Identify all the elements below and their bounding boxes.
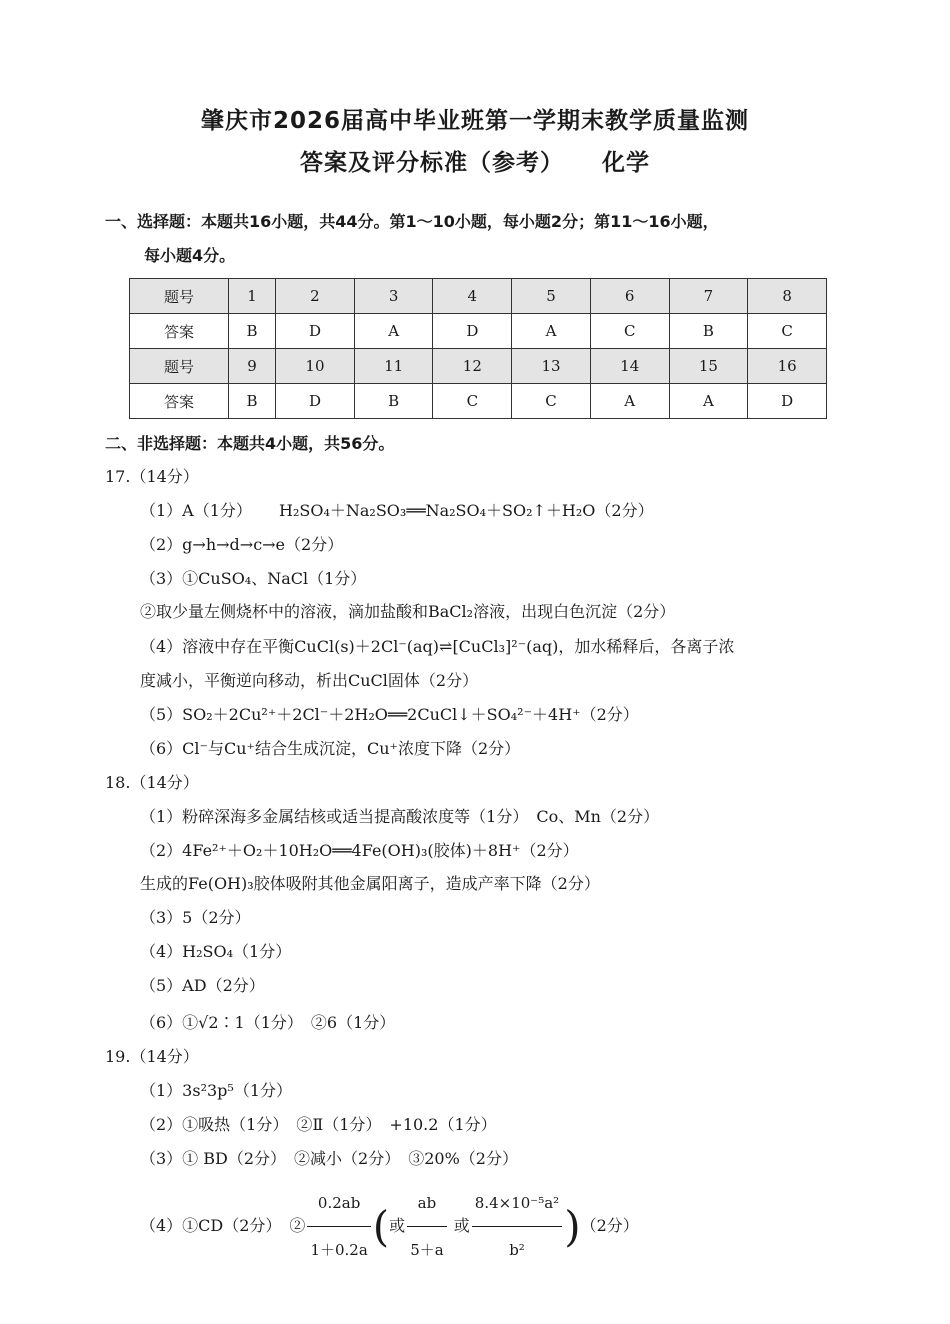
table-cell: 14 (590, 349, 669, 384)
q17-part6: （6）Cl⁻与Cu⁺结合生成沉淀，Cu⁺浓度下降（2分） (140, 739, 521, 758)
table-cell: B (669, 314, 748, 349)
table-row (130, 279, 827, 314)
q18-part4: （4）H₂SO₄（1分） (140, 942, 292, 961)
table-cell: 15 (669, 349, 748, 384)
q17-part1-equation: H₂SO₄＋Na₂SO₃══Na₂SO₄＋SO₂↑＋H₂O（2分） (279, 501, 654, 520)
subject-label: 化学 (602, 150, 650, 176)
q18-part2a: （2）4Fe²⁺＋O₂＋10H₂O══4Fe(OH)₃(胶体)＋8H⁺（2分） (140, 841, 579, 860)
table-cell: 13 (512, 349, 591, 384)
table-row (130, 384, 827, 419)
fraction-1 (307, 1181, 370, 1272)
q17-part3a: （3）①CuSO₄、NaCl（1分） (140, 569, 367, 588)
q18-heading: 18.（14分） (105, 773, 199, 792)
page-subtitle (0, 144, 950, 177)
q19-part3: （3）① BD（2分） ②减小（2分） ③20%（2分） (140, 1149, 518, 1168)
q18-part6: （6）①√2∶1（1分） ②6（1分） (140, 1013, 396, 1032)
table-cell: A (590, 384, 669, 419)
table-cell: 6 (590, 279, 669, 314)
table-row (130, 314, 827, 349)
table-cell: B (229, 314, 276, 349)
q19-heading: 19.（14分） (105, 1047, 199, 1066)
or-text-2: 或 (453, 1216, 470, 1235)
table-cell: A (669, 384, 748, 419)
row-label: 答案 (130, 384, 229, 419)
q17-part1 (140, 501, 654, 521)
q17-heading: 17.（14分） (105, 467, 199, 486)
answer-table (129, 278, 827, 419)
table-cell: 7 (669, 279, 748, 314)
fraction-2 (407, 1181, 447, 1272)
table-cell: D (276, 384, 355, 419)
q19-part4-prefix: （4）①CD（2分） ② (140, 1216, 306, 1235)
table-cell: 12 (433, 349, 512, 384)
table-cell: 1 (229, 279, 276, 314)
fraction-1-denominator: 1＋0.2a (310, 1241, 368, 1259)
left-paren: ( (372, 1201, 390, 1251)
table-cell: 11 (354, 349, 433, 384)
table-cell: 9 (229, 349, 276, 384)
table-cell: C (512, 384, 591, 419)
table-cell: 10 (276, 349, 355, 384)
fraction-3-denominator: b² (509, 1241, 525, 1259)
section2-heading: 二、非选择题：本题共4小题，共56分。 (105, 434, 395, 453)
table-cell: C (748, 314, 827, 349)
table-cell: 5 (512, 279, 591, 314)
q19-part4 (140, 1181, 639, 1272)
table-cell: D (276, 314, 355, 349)
table-cell: 2 (276, 279, 355, 314)
table-cell: D (748, 384, 827, 419)
table-cell: A (512, 314, 591, 349)
q19-part4-suffix: （2分） (580, 1216, 639, 1235)
table-row (130, 349, 827, 384)
table-cell: C (590, 314, 669, 349)
q17-part4a: （4）溶液中存在平衡CuCl(s)＋2Cl⁻(aq)⇌[CuCl₃]²⁻(aq)，加水稀释后，各离子浓 (140, 637, 735, 656)
fraction-1-numerator: 0.2ab (307, 1181, 370, 1227)
table-cell: C (433, 384, 512, 419)
right-paren: ) (564, 1201, 581, 1251)
table-cell: 8 (748, 279, 827, 314)
table-cell: 4 (433, 279, 512, 314)
section1-heading: 一、选择题：本题共16小题，共44分。第1～10小题，每小题2分；第11～16小题， (105, 212, 719, 231)
table-cell: 16 (748, 349, 827, 384)
q17-part5: （5）SO₂＋2Cu²⁺＋2Cl⁻＋2H₂O══2CuCl↓＋SO₄²⁻＋4H⁺（2分） (140, 705, 639, 724)
q19-part1: （1）3s²3p⁵（1分） (140, 1081, 293, 1100)
q17-part1-answer: （1）A（1分） (140, 501, 252, 520)
row-label: 题号 (130, 349, 229, 384)
q17-part3b: ②取少量左侧烧杯中的溶液，滴加盐酸和BaCl₂溶液，出现白色沉淀（2分） (140, 602, 676, 621)
table-cell: 3 (354, 279, 433, 314)
table-cell: B (354, 384, 433, 419)
q17-part4b: 度减小，平衡逆向移动，析出CuCl固体（2分） (140, 671, 479, 690)
table-cell: D (433, 314, 512, 349)
fraction-3 (472, 1181, 562, 1272)
page-title: 肇庆市2026届高中毕业班第一学期末教学质量监测 (200, 108, 749, 134)
section1-heading-cont: 每小题4分。 (144, 246, 236, 265)
row-label: 题号 (130, 279, 229, 314)
fraction-3-numerator: 8.4×10⁻⁵a² (472, 1181, 562, 1227)
subtitle-text: 答案及评分标准（参考） (300, 150, 564, 176)
table-cell: B (229, 384, 276, 419)
q18-part1: （1）粉碎深海多金属结核或适当提高酸浓度等（1分） Co、Mn（2分） (140, 807, 660, 826)
q17-part2: （2）g→h→d→c→e（2分） (140, 535, 344, 554)
table-cell: A (354, 314, 433, 349)
fraction-2-denominator: 5＋a (410, 1241, 444, 1259)
row-label: 答案 (130, 314, 229, 349)
q18-part3: （3）5（2分） (140, 908, 251, 927)
q19-part2: （2）①吸热（1分） ②Ⅱ（1分） +10.2（1分） (140, 1115, 497, 1134)
fraction-2-numerator: ab (407, 1181, 447, 1227)
q18-part5: （5）AD（2分） (140, 976, 265, 995)
or-text-1: 或 (389, 1216, 406, 1235)
q18-part2b: 生成的Fe(OH)₃胶体吸附其他金属阳离子，造成产率下降（2分） (140, 874, 600, 893)
